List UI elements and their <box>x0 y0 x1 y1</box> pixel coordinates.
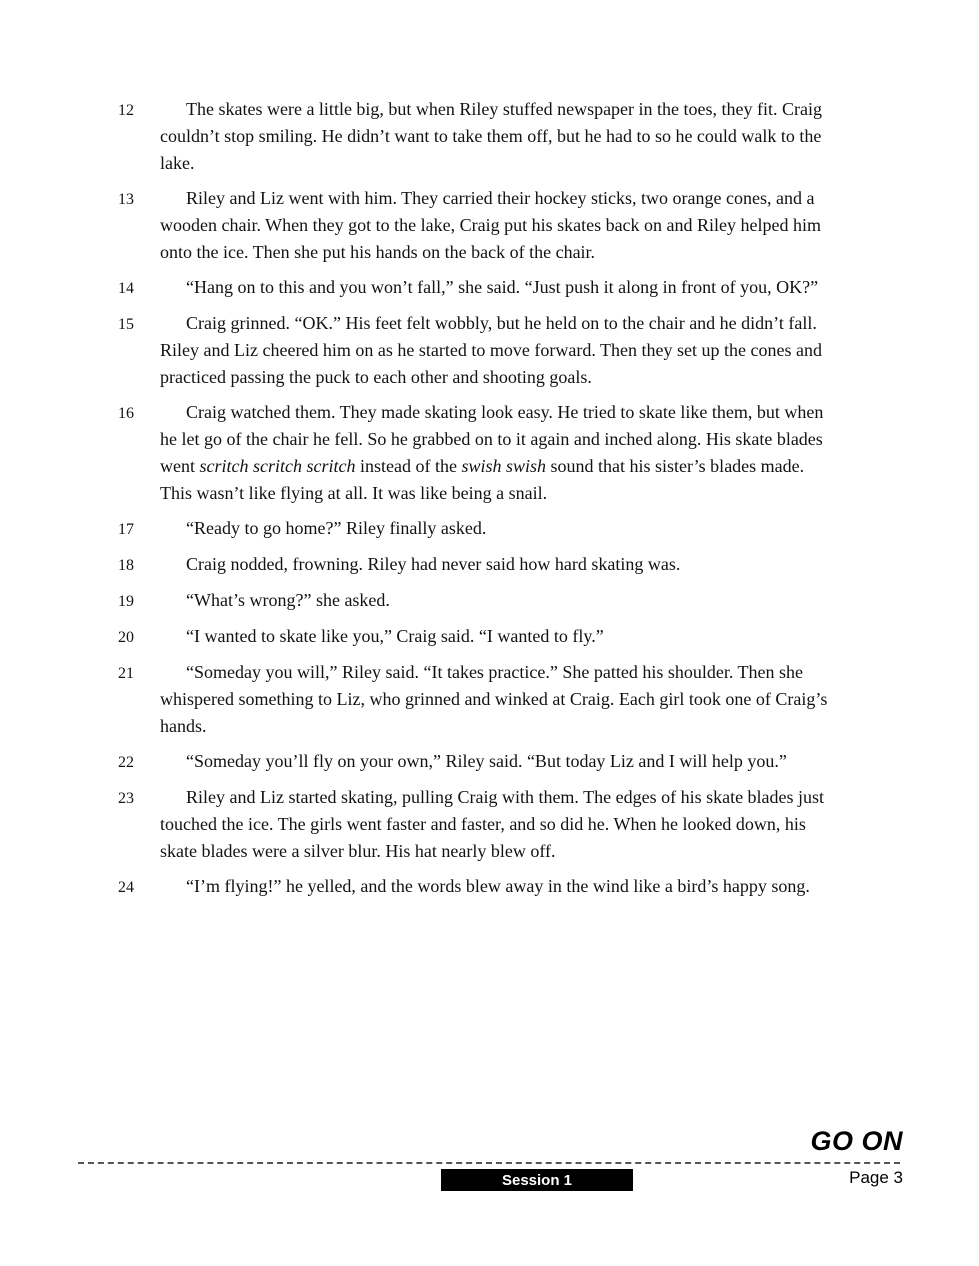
passage <box>118 96 834 909</box>
paragraph-text: “What’s wrong?” she asked. <box>186 590 390 610</box>
paragraph-text: “Someday you will,” Riley said. “It takes practice.” She patted his shoulder. Then she whispered something to Liz, who grinned and winked at Craig. Each girl took one of Craig’s hands. <box>160 662 828 736</box>
paragraph-21 <box>118 659 834 740</box>
paragraph-20 <box>118 623 834 651</box>
go-on-marker: GO ON <box>810 1126 903 1156</box>
divider-dashed-line <box>78 1162 900 1164</box>
paragraph-segment: sound that his sister’s blades made. This wasn’t like flying at all. It was like being a snail. <box>160 456 805 503</box>
paragraph-text: Craig grinned. “OK.” His feet felt wobbly, but he held on to the chair and he didn’t fall. Riley and Liz cheered him on as he started to move forward. Then they set up the cones and practiced passing the puck to each other and shooting goals. <box>160 313 822 387</box>
paragraph-text: Riley and Liz went with him. They carried their hockey sticks, two orange cones, and a wooden chair. When they got to the lake, Craig put his skates back on and Riley helped him onto the ice. Then she put his hands on the back of the chair. <box>160 188 822 262</box>
paragraph-13 <box>118 185 834 266</box>
paragraph-segment-italic: swish swish <box>461 456 547 476</box>
paragraph-text: “Someday you’ll fly on your own,” Riley said. “But today Liz and I will help you.” <box>186 751 787 771</box>
paragraph-text: “I’m flying!” he yelled, and the words blew away in the wind like a bird’s happy song. <box>186 876 810 896</box>
paragraph-18 <box>118 551 834 579</box>
paragraph-text <box>160 399 834 507</box>
paragraph-text: The skates were a little big, but when Riley stuffed newspaper in the toes, they fit. Craig couldn’t stop smiling. He didn’t want to take them off, but he had to so he could walk to the lake. <box>160 99 823 173</box>
paragraph-24 <box>118 873 834 901</box>
paragraph-text: “Hang on to this and you won’t fall,” she said. “Just push it along in front of you, OK?” <box>186 277 819 297</box>
paragraph-number: 21 <box>118 665 134 682</box>
page-number: Page 3 <box>849 1168 903 1187</box>
paragraph-number: 23 <box>118 790 134 807</box>
paragraph-text: Craig nodded, frowning. Riley had never said how hard skating was. <box>186 554 681 574</box>
paragraph-segment: Craig watched them. They made skating look easy. He tried to skate like them, but when he let go of the chair he fell. So he grabbed on to it again and inched along. His skate blades went <box>160 402 824 476</box>
paragraph-15 <box>118 310 834 391</box>
paragraph-16 <box>118 399 834 507</box>
session-badge <box>441 1169 633 1191</box>
paragraph-14 <box>118 274 834 302</box>
paragraph-segment: instead of the <box>355 456 462 476</box>
session-label: Session 1 <box>501 1171 573 1189</box>
paragraph-19 <box>118 587 834 615</box>
paragraph-text: “Ready to go home?” Riley finally asked. <box>186 518 487 538</box>
paragraph-number: 24 <box>118 879 134 896</box>
paragraph-number: 19 <box>118 593 134 610</box>
paragraph-number: 18 <box>118 557 134 574</box>
paragraph-number: 16 <box>118 405 134 422</box>
paragraph-text: Riley and Liz started skating, pulling Craig with them. The edges of his skate blades just touched the ice. The girls went faster and faster, and so did he. When he looked down, his skate blades were a silver blur. His hat nearly blew off. <box>160 787 825 861</box>
paragraph-number: 17 <box>118 521 134 538</box>
paragraph-number: 12 <box>118 102 134 119</box>
paragraph-22 <box>118 748 834 776</box>
paragraph-23 <box>118 784 834 865</box>
paragraph-text: “I wanted to skate like you,” Craig said. “I wanted to fly.” <box>186 626 604 646</box>
paragraph-17 <box>118 515 834 543</box>
paragraph-number: 13 <box>118 191 134 208</box>
paragraph-number: 15 <box>118 316 134 333</box>
paragraph-number: 20 <box>118 629 134 646</box>
paragraph-12 <box>118 96 834 177</box>
paragraph-number: 22 <box>118 754 134 771</box>
paragraph-number: 14 <box>118 280 134 297</box>
paragraph-segment-italic: scritch scritch scritch <box>199 456 356 476</box>
